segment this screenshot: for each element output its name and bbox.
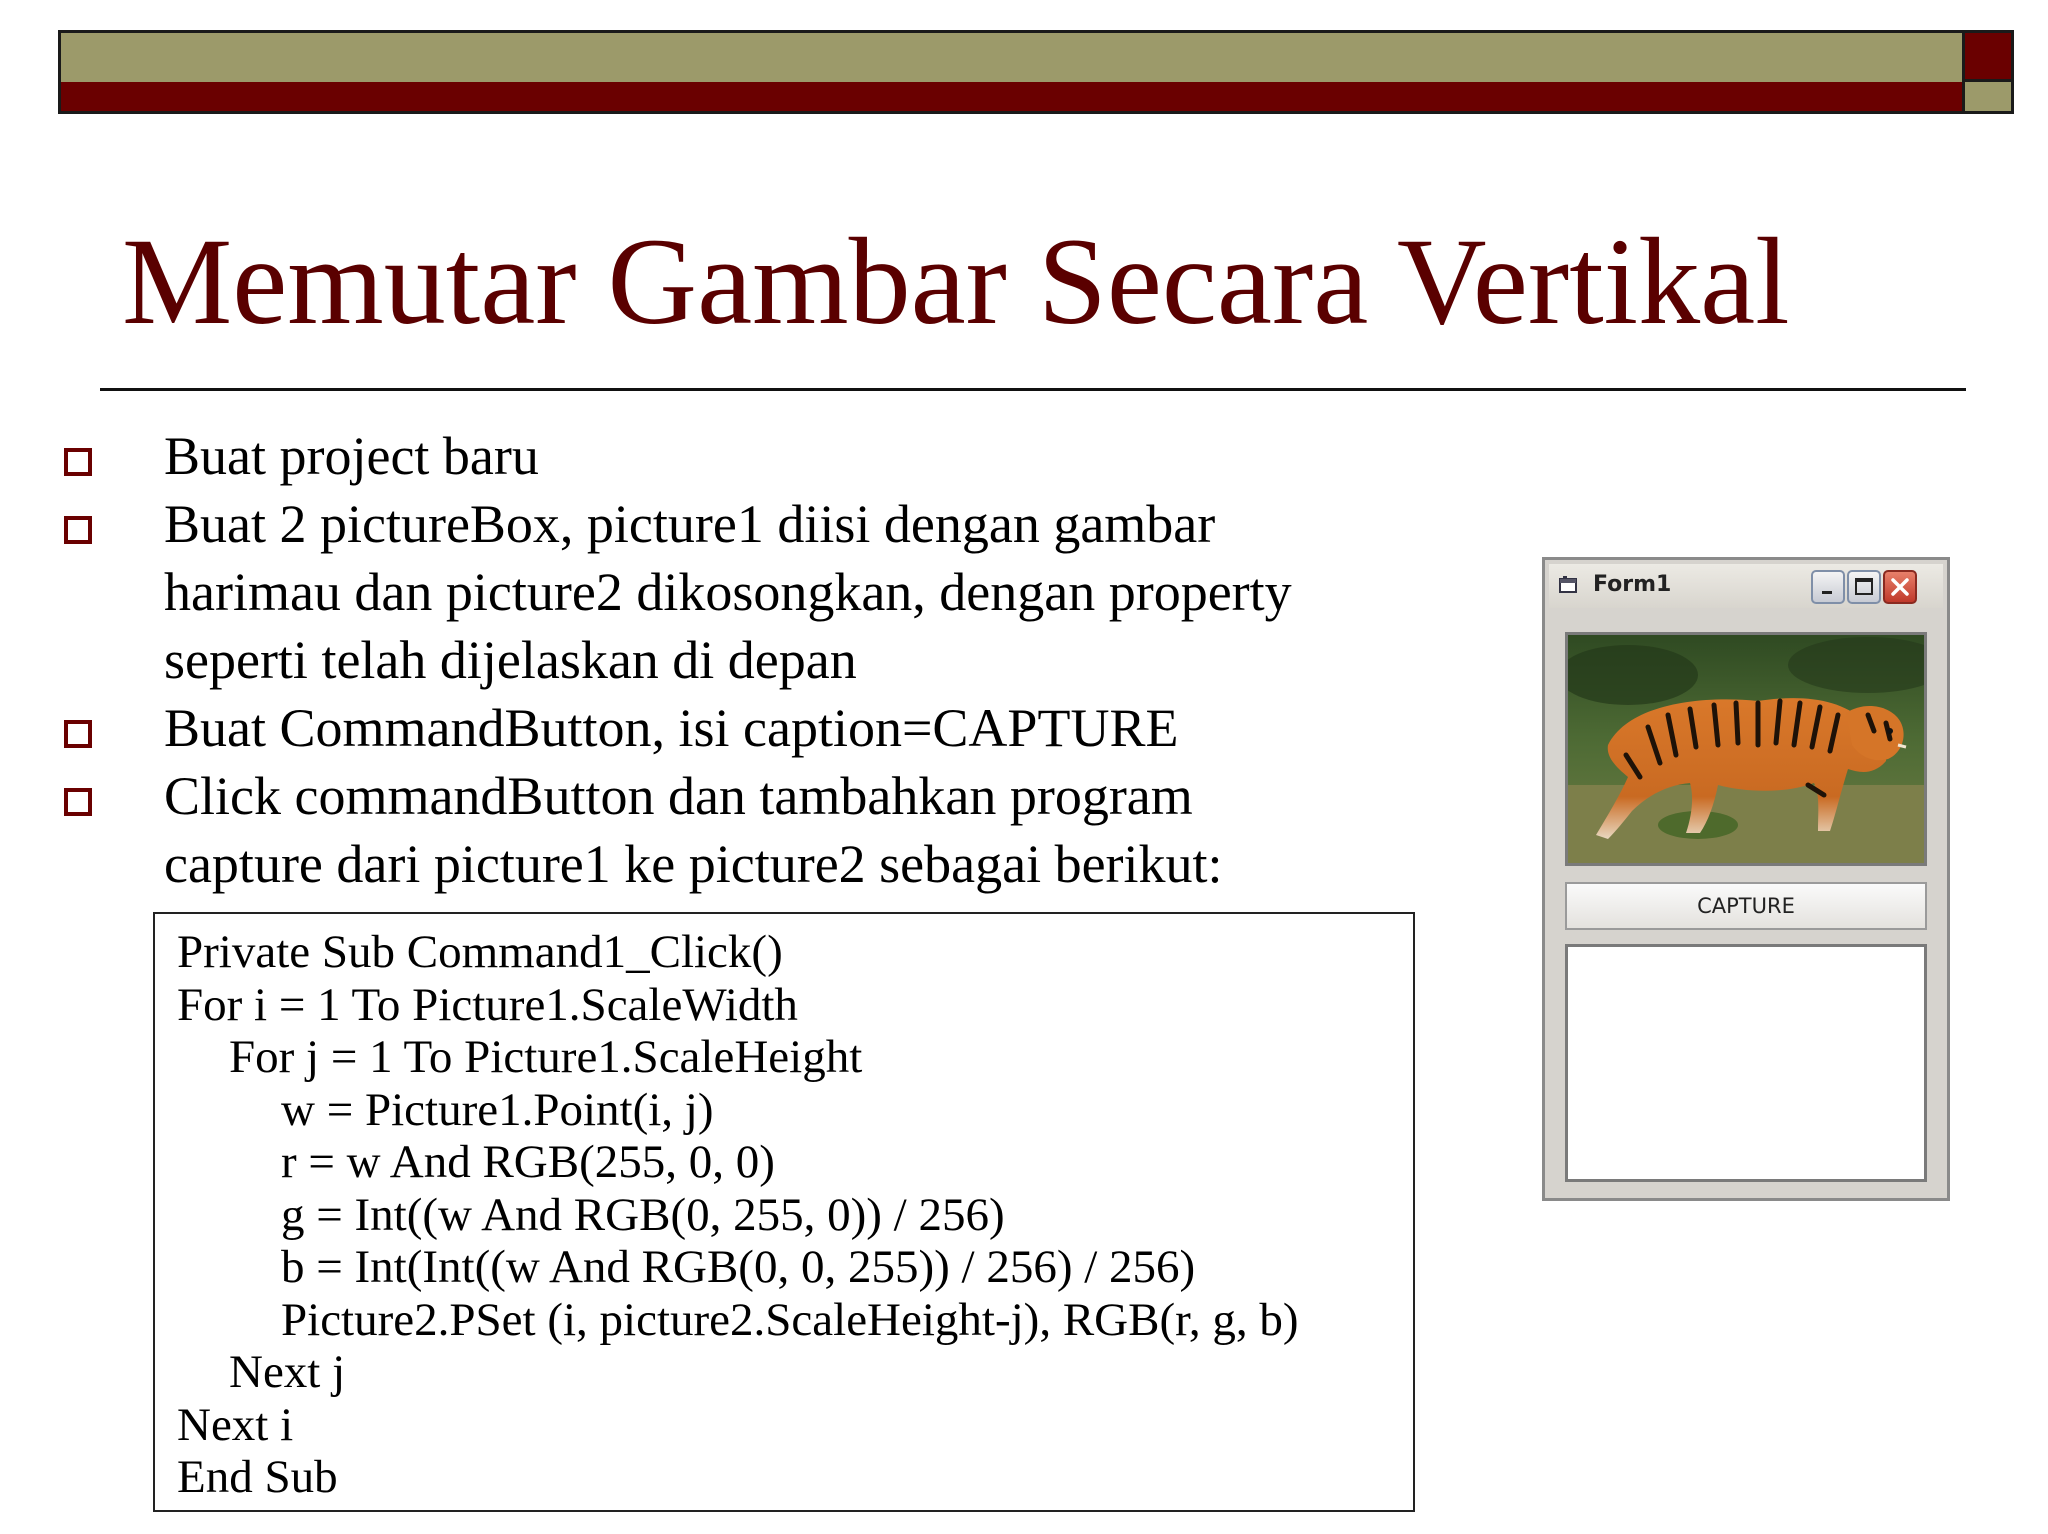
header-square-olive [1962, 82, 2014, 114]
bullet-item [60, 490, 1460, 694]
square-bullet-icon [64, 720, 92, 748]
code-line: b = Int(Int((w And RGB(0, 0, 255)) / 256) / 256) [281, 1241, 1196, 1293]
bullet-text: Buat 2 pictureBox, picture1 diisi dengan gambar [164, 494, 1216, 554]
code-line: For j = 1 To Picture1.ScaleHeight [229, 1031, 863, 1083]
picture2-box [1565, 944, 1927, 1182]
form-titlebar[interactable] [1549, 564, 1943, 608]
square-bullet-icon [64, 516, 92, 544]
code-line: End Sub [177, 1451, 338, 1503]
header-square-maroon [1962, 30, 2014, 82]
minimize-icon [1813, 572, 1843, 602]
close-button[interactable] [1883, 570, 1917, 604]
slide-title: Memutar Gambar Secara Vertikal [122, 213, 1790, 350]
bullet-text: Buat project baru [164, 426, 539, 486]
picture1-box [1565, 632, 1927, 866]
code-line: Next j [229, 1346, 346, 1398]
code-line: w = Picture1.Point(i, j) [281, 1083, 714, 1136]
maximize-button[interactable] [1847, 570, 1881, 604]
bullet-list [60, 422, 1460, 898]
code-line: Private Sub Command1_Click() [177, 926, 783, 978]
tiger-image [1568, 635, 1924, 863]
bullet-text: capture dari picture1 ke picture2 sebagai berikut: [164, 834, 1223, 894]
maximize-icon [1849, 572, 1879, 602]
bullet-text: seperti telah dijelaskan di depan [164, 630, 857, 690]
code-line: Next i [177, 1398, 294, 1451]
code-line: Picture2.PSet (i, picture2.ScaleHeight-j), RGB(r, g, b) [281, 1293, 1299, 1346]
bullet-text: Buat CommandButton, isi caption=CAPTURE [164, 698, 1179, 758]
code-block [153, 912, 1415, 1512]
vb-form-window [1542, 557, 1950, 1201]
title-divider [100, 388, 1966, 391]
bullet-item [60, 694, 1460, 762]
code-line: r = w And RGB(255, 0, 0) [281, 1136, 775, 1188]
form-title: Form1 [1593, 572, 1672, 597]
header-bar-maroon [58, 82, 1962, 114]
bullet-item [60, 422, 1460, 490]
capture-button[interactable]: CAPTURE [1565, 882, 1927, 930]
bullet-text: Click commandButton dan tambahkan program [164, 766, 1193, 826]
header-bar-olive [58, 30, 1962, 82]
square-bullet-icon [64, 788, 92, 816]
code-line: For i = 1 To Picture1.ScaleWidth [177, 978, 798, 1031]
bullet-text: harimau dan picture2 dikosongkan, dengan property [164, 562, 1292, 622]
bullet-item [60, 762, 1460, 898]
form-icon [1559, 576, 1579, 594]
code-line: g = Int((w And RGB(0, 255, 0)) / 256) [281, 1188, 1005, 1241]
minimize-button[interactable] [1811, 570, 1845, 604]
close-icon [1885, 572, 1915, 602]
square-bullet-icon [64, 448, 92, 476]
